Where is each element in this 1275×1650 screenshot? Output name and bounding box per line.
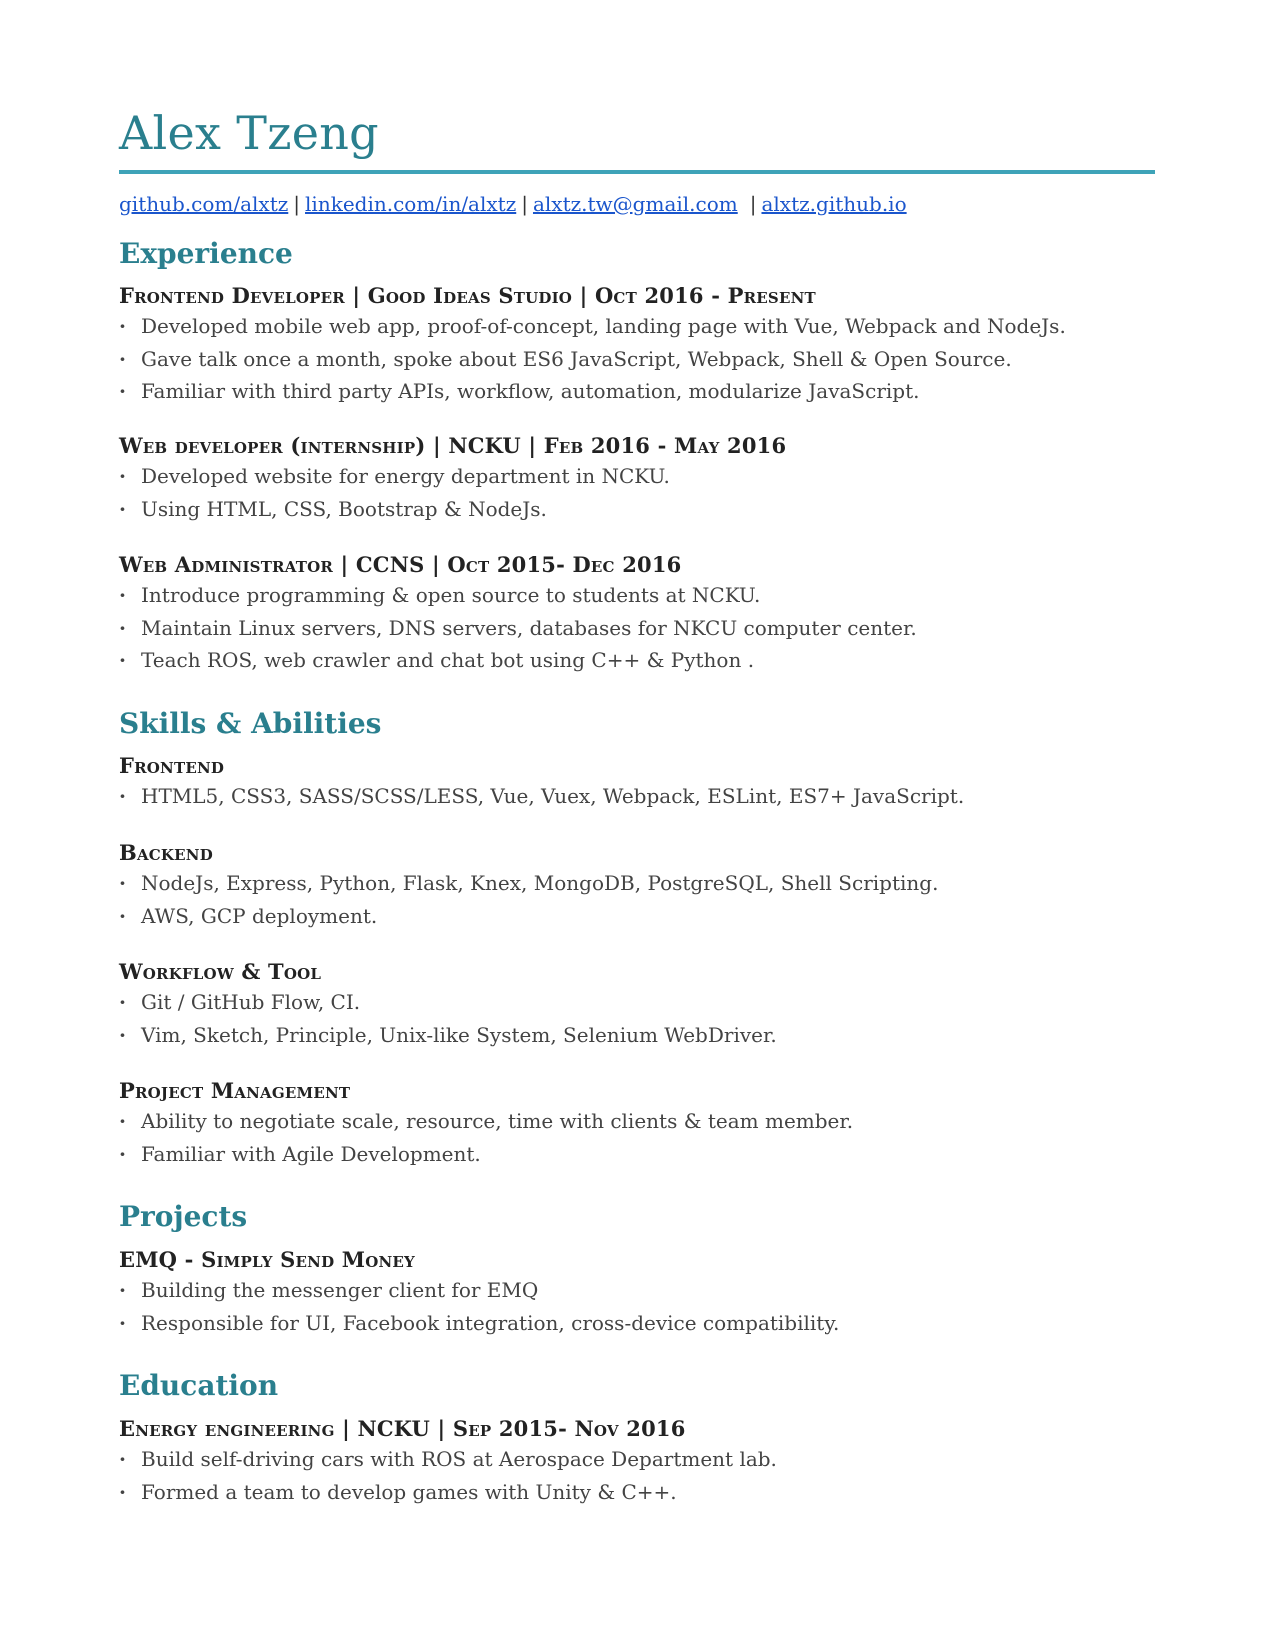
- projects-section: [119, 1200, 247, 1234]
- entry-title: Project Management: [119, 1078, 351, 1103]
- header-rule: [119, 170, 1155, 174]
- resume-name: Alex Tzeng: [119, 106, 379, 160]
- skills-entry: [119, 839, 938, 932]
- entry-title: Frontend Developer | Good Ideas Studio | Oct 2016 - Present: [119, 283, 816, 308]
- contact-separator: |: [521, 192, 528, 216]
- bullet-list: [119, 867, 938, 932]
- skills-section: [119, 707, 381, 741]
- entry-title: Frontend: [119, 753, 225, 778]
- bullet-item: · Familiar with Agile Development.: [119, 1138, 853, 1171]
- bullet-list: [119, 460, 786, 525]
- entry-title: Web Administrator | CCNS | Oct 2015- Dec 2016: [119, 552, 682, 577]
- bullet-item: · Familiar with third party APIs, workflow, automation, modularize JavaScript.: [119, 375, 1066, 408]
- bullet-item: · Using HTML, CSS, Bootstrap & NodeJs.: [119, 493, 786, 526]
- contact-links: [119, 190, 1155, 218]
- section-title-skills: Skills & Abilities: [119, 707, 382, 740]
- email-link[interactable]: alxtz.tw@gmail.com: [532, 192, 738, 216]
- entry-title: Workflow & Tool: [119, 959, 322, 984]
- entry-title: Backend: [119, 840, 213, 865]
- github-link[interactable]: github.com/alxtz: [119, 192, 289, 216]
- bullet-list: [119, 1443, 777, 1508]
- bullet-list: [119, 1105, 853, 1170]
- website-link[interactable]: alxtz.github.io: [761, 192, 907, 216]
- contact-separator: |: [293, 192, 301, 216]
- bullet-list: [119, 310, 1066, 408]
- bullet-item: · Vim, Sketch, Principle, Unix-like System, Selenium WebDriver.: [119, 1019, 777, 1052]
- skills-entry: [119, 1077, 853, 1170]
- bullet-item: · Build self-driving cars with ROS at Aerospace Department lab.: [119, 1443, 777, 1476]
- education-section: [119, 1369, 278, 1403]
- bullet-item: · Introduce programming & open source to students at NCKU.: [119, 579, 917, 612]
- contact-separator: |: [749, 192, 757, 216]
- bullet-list: [119, 986, 777, 1051]
- bullet-item: · Building the messenger client for EMQ: [119, 1274, 839, 1307]
- bullet-item: · Developed website for energy department in NCKU.: [119, 460, 786, 493]
- bullet-item: · Ability to negotiate scale, resource, time with clients & team member.: [119, 1105, 853, 1138]
- skills-entry: [119, 752, 964, 813]
- bullet-item: · Teach ROS, web crawler and chat bot using C++ & Python .: [119, 644, 917, 677]
- bullet-list: [119, 579, 917, 677]
- bullet-list: [119, 780, 964, 813]
- bullet-item: · Formed a team to develop games with Unity & C++.: [119, 1476, 777, 1509]
- bullet-item: · Responsible for UI, Facebook integration, cross-device compatibility.: [119, 1307, 839, 1340]
- bullet-item: · Developed mobile web app, proof-of-concept, landing page with Vue, Webpack and NodeJs.: [119, 310, 1066, 343]
- experience-entry: [119, 432, 786, 525]
- linkedin-link[interactable]: linkedin.com/in/alxtz: [305, 192, 517, 216]
- entry-title: EMQ - Simply Send Money: [119, 1247, 415, 1272]
- bullet-item: · Gave talk once a month, spoke about ES6 JavaScript, Webpack, Shell & Open Source.: [119, 343, 1066, 376]
- experience-section: [119, 237, 293, 271]
- resume-page: [119, 100, 1155, 1504]
- skills-entry: [119, 958, 777, 1051]
- section-title-projects: Projects: [119, 1200, 248, 1233]
- section-title-education: Education: [119, 1369, 279, 1402]
- bullet-list: [119, 1274, 839, 1339]
- education-entry: [119, 1415, 777, 1508]
- bullet-item: · Maintain Linux servers, DNS servers, databases for NKCU computer center.: [119, 612, 917, 645]
- bullet-item: · Git / GitHub Flow, CI.: [119, 986, 777, 1019]
- bullet-item: · NodeJs, Express, Python, Flask, Knex, MongoDB, PostgreSQL, Shell Scripting.: [119, 867, 938, 900]
- experience-entry: [119, 282, 1066, 408]
- project-entry: [119, 1246, 839, 1339]
- entry-title: Web developer (internship) | NCKU | Feb 2016 - May 2016: [119, 433, 787, 458]
- bullet-item: · AWS, GCP deployment.: [119, 900, 938, 933]
- section-title-experience: Experience: [119, 237, 293, 270]
- bullet-item: · HTML5, CSS3, SASS/SCSS/LESS, Vue, Vuex, Webpack, ESLint, ES7+ JavaScript.: [119, 780, 964, 813]
- experience-entry: [119, 551, 917, 677]
- entry-title: Energy engineering | NCKU | Sep 2015- Nov 2016: [119, 1416, 686, 1441]
